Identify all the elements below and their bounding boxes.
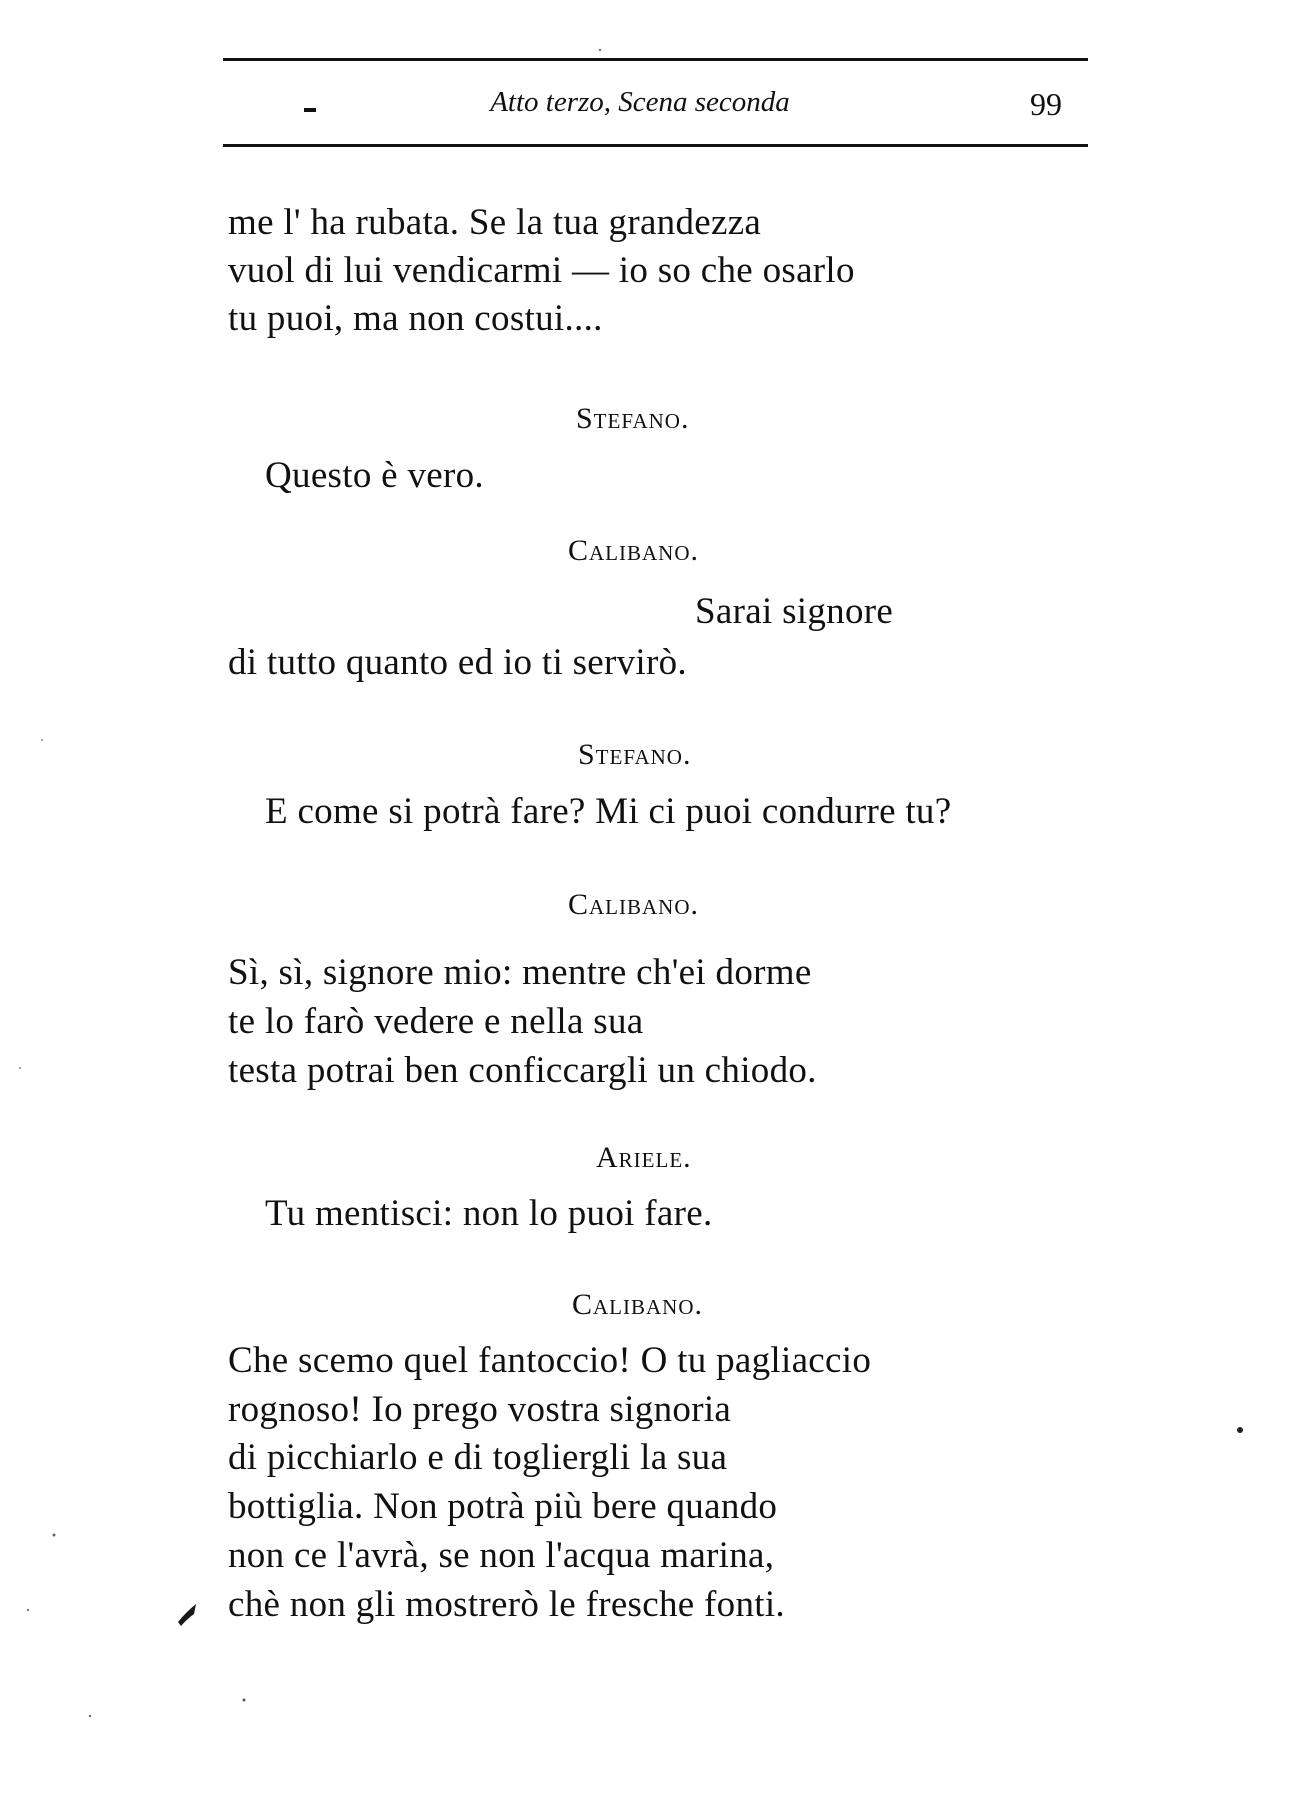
verse-line: te lo farò vedere e nella sua — [228, 1001, 644, 1042]
speaker-name: Ariele. — [596, 1141, 692, 1174]
verse-line: testa potrai ben conficcargli un chiodo. — [228, 1050, 817, 1091]
ink-speck — [53, 1534, 56, 1537]
speaker-name: Stefano. — [578, 738, 692, 771]
verse-line: Sarai signore — [695, 591, 894, 632]
ink-speck — [27, 1609, 29, 1611]
ink-speck — [243, 1699, 246, 1702]
ink-speck — [89, 1715, 91, 1717]
verse-line: Questo è vero. — [265, 455, 484, 496]
verse-line: di tutto quanto ed io ti servirò. — [228, 642, 687, 683]
verse-line: bottiglia. Non potrà più bere quando — [228, 1486, 778, 1527]
verse-line: Tu mentisci: non lo puoi fare. — [265, 1193, 713, 1234]
ink-speck — [1237, 1427, 1243, 1433]
verse-line: rognoso! Io prego vostra signoria — [228, 1389, 732, 1430]
verse-line: non ce l'avrà, se non l'acqua marina, — [228, 1535, 775, 1576]
verse-line: Che scemo quel fantoccio! O tu pagliaccio — [228, 1340, 872, 1381]
verse-line: Sì, sì, signore mio: mentre ch'ei dorme — [228, 952, 812, 993]
speaker-name: Calibano. — [572, 1288, 703, 1321]
verse-line: me l' ha rubata. Se la tua grandezza — [228, 202, 762, 243]
margin-check-mark — [178, 1604, 196, 1626]
speaker-name: Stefano. — [576, 402, 690, 435]
page-number: 99 — [1030, 86, 1062, 122]
speaker-name: Calibano. — [568, 534, 699, 567]
verse-line: tu puoi, ma non costui.... — [228, 298, 603, 339]
verse-line: chè non gli mostrerò le fresche fonti. — [228, 1584, 785, 1625]
running-title: Atto terzo, Scena seconda — [490, 86, 790, 118]
ink-speck — [41, 739, 43, 741]
speaker-name: Calibano. — [568, 888, 699, 921]
ink-speck — [19, 1067, 21, 1069]
verse-line: di picchiarlo e di togliergli la sua — [228, 1437, 728, 1478]
ink-speck — [599, 49, 601, 51]
verse-line: vuol di lui vendicarmi — io so che osarlo — [228, 250, 855, 291]
verse-line: E come si potrà fare? Mi ci puoi condurre tu? — [265, 791, 952, 832]
